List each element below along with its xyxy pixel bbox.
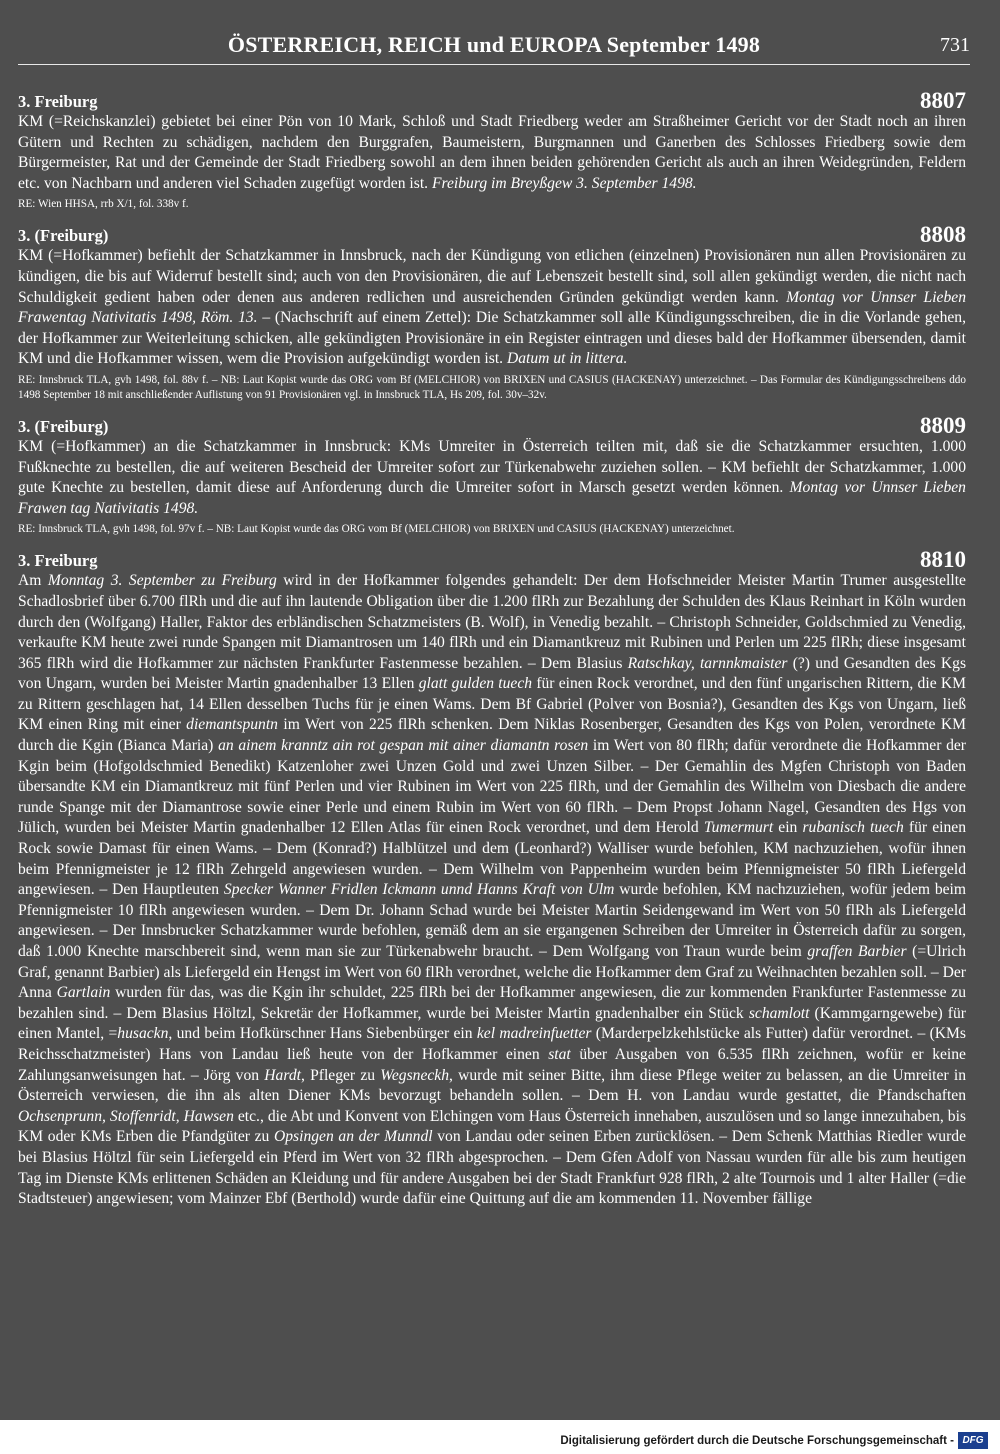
italic-quote: kel madreinfuetter bbox=[476, 1025, 592, 1043]
italic-quote: graffen Barbier bbox=[807, 943, 907, 960]
italic-quote: an ainem kranntz ain rot gespan mit ainer diamantn rosen bbox=[218, 737, 589, 755]
text-run: Am bbox=[18, 572, 48, 590]
entries-list bbox=[18, 90, 966, 1222]
source-reference: RE: Wien HHSA, rrb X/1, fol. 338v f. bbox=[18, 198, 189, 211]
text-run: wurden für das, was die Kgin ihr schuldet, 225 flRh bei der Hofkammer angewiesen, die zur kommenden Frankfurter Fastenmesse zu bezahlen sind. – Dem Blasius Höltzl, Sekretär der Hofkammer, wurde bei Meister Martin gnadenhalber ein Stück bbox=[18, 984, 966, 1022]
entry-date: 3. Freiburg bbox=[18, 551, 98, 571]
text-run: wird in der Hofkammer folgendes gehandelt: Der dem Hofschneider Meister Martin Trumer ausgestellte Schadlosbrief über 6.700 flRh und die auf ihn lautende Obligation über die 1.200 flRh zur Bezahlung der Schulden des Klaus Reinhart in Köln wurden durch den (Wolfgang) Haller, Faktor des erbländischen Schatzmeisters (B. Wolf), in Venedig bezahlt. – Christoph Schneider, Goldschmied zu Venedig, verkaufte KM heute zwei runde Spangen mit Diamantrosen um 140 flRh und ein Diamantkreuz mit Rubinen und Perlen um 225 flRh; diese insgesamt 365 flRh wird die Hofkammer zur nächsten Frankfurter Fastenmesse bezahlen. – Dem Blasius bbox=[18, 572, 966, 672]
text-run: etc., die Abt und Konvent von Elchingen vom Haus Österreich innehaben, auszulösen und so lange innezuhaben, bis KM oder KMs Erben die Pfandgüter zu bbox=[18, 1107, 967, 1146]
italic-quote: Tumermurt bbox=[703, 819, 774, 837]
text-run: , und beim Hofkürschner Hans Siebenbürger ein bbox=[168, 1025, 477, 1043]
text-run: für einen Rock verordnet, und den fünf ungarischen Rittern, die KM zu Rittern geschlagen hat, 14 Ellen desselben Tuchs für je einen Wams. Dem Bf Gabriel (Polver von Bosnia?), Gesandten des Kgs von Ungarn, ließ KM einen Ring mit einer bbox=[18, 675, 966, 734]
text-run: (Marderpelzkehlstücke als Futter) dafür verordnet. – (KMs Reichsschatzmeister) Hans von Landau ließ heute von der Hofkammer einen bbox=[18, 1025, 966, 1063]
text-run: von Landau oder seinen Erben zurücklösen. – Dem Schenk Matthias Riedler wurde bei Blasius Höltzl für sein Liefergeld ein Pferd im Wert von 32 flRh abgesprochen. – Dem Gfen Adolf von Nassau wurden für alle bis zum heutigen Tag im Dienste KMs erlittenen Schäden an Kleidung und für andere Ausgaben bei der Stadt Frankfurt 928 flRh, 2 alte Tournois und 1 alter Haller (=die Stadtsteuer) angewiesen; vom Mainzer Ebf (Berthold) wurde dafür eine Quittung auf die am kommenden 11. November fällige bbox=[18, 1128, 967, 1208]
entry-number: 8810 bbox=[920, 547, 966, 573]
italic-quote: husackn bbox=[117, 1025, 169, 1043]
text-run: (Kammgarngewebe) für einen Mantel, = bbox=[18, 1004, 966, 1043]
text-run: , wurde mit seiner Bitte, ihm diese Pflege weiter zu belassen, an die Umreiter in Österreich verwiesen, die ihn als alten Diener KMs bevorzugt behandeln sollen. – Dem H. von Landau wurde gestattet, die Pfandschaften bbox=[18, 1066, 966, 1105]
entry-number: 8807 bbox=[920, 88, 966, 113]
text-run: im Wert von 80 flRh; dafür verordnete die Hofkammer der Kgin beim (Hofgoldschmied Benedikt) Katzenloher zwei Unzen Gold und zwei Unzen Silber. – Der Gemahlin des Mgfen Christoph von Baden übersandte KM ein Diamantkreuz mit fünf Perlen und vier Rubinen im Wert von 225 flRh, und der Gemahlin des Wilhelm von Diesbach die andere runde Spange mit der Diamantrose sowie einer Perle und einem Rubin im Wert von 60 flRh. – Dem Propst Johann Nagel, Gesandten des Hgs von Jülich, wurden bei Meister Martin gnadenhalber 12 Ellen Atlas für einen Rock verordnet, und dem Herold bbox=[18, 737, 966, 837]
text-run: (?) und Gesandten des Kgs von Ungarn, wurden bei Meister Martin gnadenhalber 13 Ellen bbox=[18, 654, 967, 693]
text-run: über Ausgaben von 6.535 flRh zeichnen, wofür er keine Zahlungsanweisungen hat. – Jörg von bbox=[18, 1045, 966, 1084]
italic-quote: diemantspuntn bbox=[186, 716, 278, 734]
text-run: ein bbox=[773, 819, 803, 837]
entry-heading bbox=[18, 224, 966, 246]
italic-quote: Gartlain bbox=[56, 984, 111, 1002]
italic-quote: Ochsenprunn, Stoffenridt, Hawsen bbox=[18, 1107, 234, 1125]
entry-number: 8808 bbox=[920, 222, 966, 248]
italic-quote: Montag vor Unnser Lieben Frawen tag Nativitatis 1498. bbox=[18, 479, 966, 517]
entry-heading bbox=[18, 412, 966, 438]
dfg-logo-icon: DFG bbox=[958, 1432, 988, 1449]
footer-credit: Digitalisierung gefördert durch die Deutsche Forschungsgemeinschaft - bbox=[560, 1435, 954, 1447]
italic-quote: glatt gulden tuech bbox=[418, 675, 533, 693]
text-run: KM (=Hofkammer) befiehlt der Schatzkammer in Innsbruck, nach der Kündigung von etlichen (einzelnen) Provisionären nun allen Provisionären zu kündigen, die bis auf Widerruf bestellt sind; auch von den Provisionären, die auf Lebenszeit bestellt sind, soll allen gekündigt werden, die nicht nach Schuldigkeit gedient haben oder denen aus anderen redlichen und ausreichenden Gründen gekündigt werden kann. bbox=[18, 247, 966, 306]
regest-entry bbox=[18, 549, 966, 1209]
text-run: KM (=Reichskanzlei) gebietet bei einer Pön von 10 Mark, Schloß und Stadt Friedberg weder am Straßheimer Gericht vor der Stadt noch an ihren Gütern und Rechten zu schädigen, nachdem den Burggrafen, Baumeistern, Burgmannen und Ganerben des Schlosses Friedberg sowie dem Bürgermeister, Rat und der Gemeinde der Stadt Friedberg sowohl an dem ihnen beiden gehörenden Gericht als auch an ihren Weidegründen, Feldern etc. von Nachbarn und anderen viel Schaden zugefügt worden ist. bbox=[18, 113, 966, 192]
entry-text bbox=[18, 571, 966, 1209]
italic-quote: Datum ut in littera. bbox=[506, 350, 628, 368]
running-title: ÖSTERREICH, REICH und EUROPA September 1498 bbox=[227, 32, 761, 57]
italic-quote: Freiburg im Breyßgew 3. September 1498. bbox=[431, 174, 697, 192]
italic-quote: stat bbox=[548, 1045, 571, 1063]
italic-quote: Monntag 3. September zu Freiburg bbox=[47, 572, 277, 590]
text-run: für einen Rock sowie Damast für einen Wams. – Dem (Konrad?) Halblützel und dem (Leonhard?) Walliser wurde befohlen, KM nachzuziehen, wofür ihnen beim Pfennigmeister je 12 flRh Zehrgeld angewiesen wurden. – Dem Wilhelm von Pappenheim wurden beim Pfennigmeister 50 flRh Liefergeld angewiesen. – Den Hauptleuten bbox=[18, 819, 966, 899]
text-run: (=Ulrich Graf, genannt Barbier) als Liefergeld ein Hengst im Wert von 60 flRh verordnet, welche die Hofkammer dem Graf zu Weihnachten bezahlen soll. – Der Anna bbox=[18, 943, 966, 1002]
entry-heading bbox=[18, 549, 966, 571]
entry-date: 3. (Freiburg) bbox=[18, 416, 109, 436]
entry-date: 3. (Freiburg) bbox=[18, 226, 109, 246]
text-run: wurde befohlen, KM nachzuziehen, wofür jedem beim Pfennigmeister 10 flRh angewiesen wurden. – Dem Dr. Johann Schad wurde bei Meister Martin Seidengewand im Wert von 50 flRh als Liefergeld angewiesen. – Der Innsbrucker Schatzkammer wurde befohlen, gemäß dem an sie ergangenen Schreiben der Umreiter in Österreich dafür zu sorgen, daß 1.000 Knechte marschbereit sind, wenn man sie zur Türkenabwehr braucht. – Dem Wolfgang von Traun wurde beim bbox=[18, 881, 966, 960]
entry-number: 8809 bbox=[920, 412, 966, 438]
source-reference: RE: Innsbruck TLA, gvh 1498, fol. 97v f. – NB: Laut Kopist wurde das ORG vom Bf (MELCHIOR) von BRIXEN und CASIUS (HACKENAY) unterzeichnet. bbox=[18, 523, 735, 536]
italic-quote: Specker Wanner Fridlen Ickmann unnd Hanns Kraft von Ulm bbox=[223, 881, 615, 899]
page-number: 731 bbox=[940, 34, 970, 56]
regest-entry bbox=[18, 412, 966, 537]
entry-text bbox=[18, 112, 966, 194]
italic-quote: rubanisch tuech bbox=[802, 819, 904, 837]
source-reference: RE: Innsbruck TLA, gvh 1498, fol. 88v f. – NB: Laut Kopist wurde das ORG vom Bf (MELCHIOR) von BRIXEN und CASIUS (HACKENAY) unterzeichnet. – Das Formular des Kündigungsschreibens ddo 1498 September 18 mit anschließender Auflistung von 91 Provisionären vgl. in Innsbruck TLA, Hs 209, fol. 30v–32v. bbox=[18, 373, 966, 401]
text-run: im Wert von 225 flRh schenken. Dem Niklas Rosenberger, Gesandten des Kgs von Polen, verordnete KM durch die Kgin (Bianca Maria) bbox=[18, 716, 966, 755]
text-run: – (Nachschrift auf einem Zettel): Die Schatzkammer soll alle Kündigungsschreiben, die in die Vorlande gehen, der Hofkammer zur Weiterleitung schicken, alle gekündigten Provisionäre in ein Register eintragen und dieses bald der Hofkammer übersenden, damit KM und die Hofkammer wissen, wem die Provision aufgekündigt worden ist. bbox=[18, 309, 966, 368]
entry-text bbox=[18, 246, 966, 370]
regest-entry bbox=[18, 224, 966, 403]
entry-text bbox=[18, 437, 966, 519]
text-run: , Pfleger zu bbox=[300, 1066, 381, 1084]
page-header bbox=[18, 30, 970, 65]
italic-quote: Opsingen an der Munndl bbox=[274, 1128, 433, 1146]
regest-entry bbox=[18, 90, 966, 212]
italic-quote: Wegsneckh bbox=[380, 1066, 449, 1084]
entry-heading bbox=[18, 90, 966, 112]
entry-date: 3. Freiburg bbox=[18, 92, 98, 111]
italic-quote: Montag vor Unnser Lieben Frawentag Nativitatis 1498, Röm. 13. bbox=[18, 288, 966, 327]
text-run: KM (=Hofkammer) an die Schatzkammer in Innsbruck: KMs Umreiter in Österreich teilten mit, daß sie die Schatzkammer ersuchten, 1.000 Fußknechte zu bestellen, die auf weiteren Bescheid der Umreiter sofort zur Türkenabwehr zuziehen sollen. – KM befiehlt der Schatzkammer, 1.000 gute Knechte zu bestellen, damit diese auf Anforderung durch die Umreiter sofort in Marsch gesetzt werden können. bbox=[18, 437, 966, 497]
italic-quote: Ratschkay, tarnnkmaister bbox=[627, 654, 788, 672]
digitization-footer bbox=[0, 1420, 1000, 1454]
italic-quote: schamlott bbox=[748, 1004, 810, 1022]
italic-quote: Hardt bbox=[264, 1066, 301, 1084]
